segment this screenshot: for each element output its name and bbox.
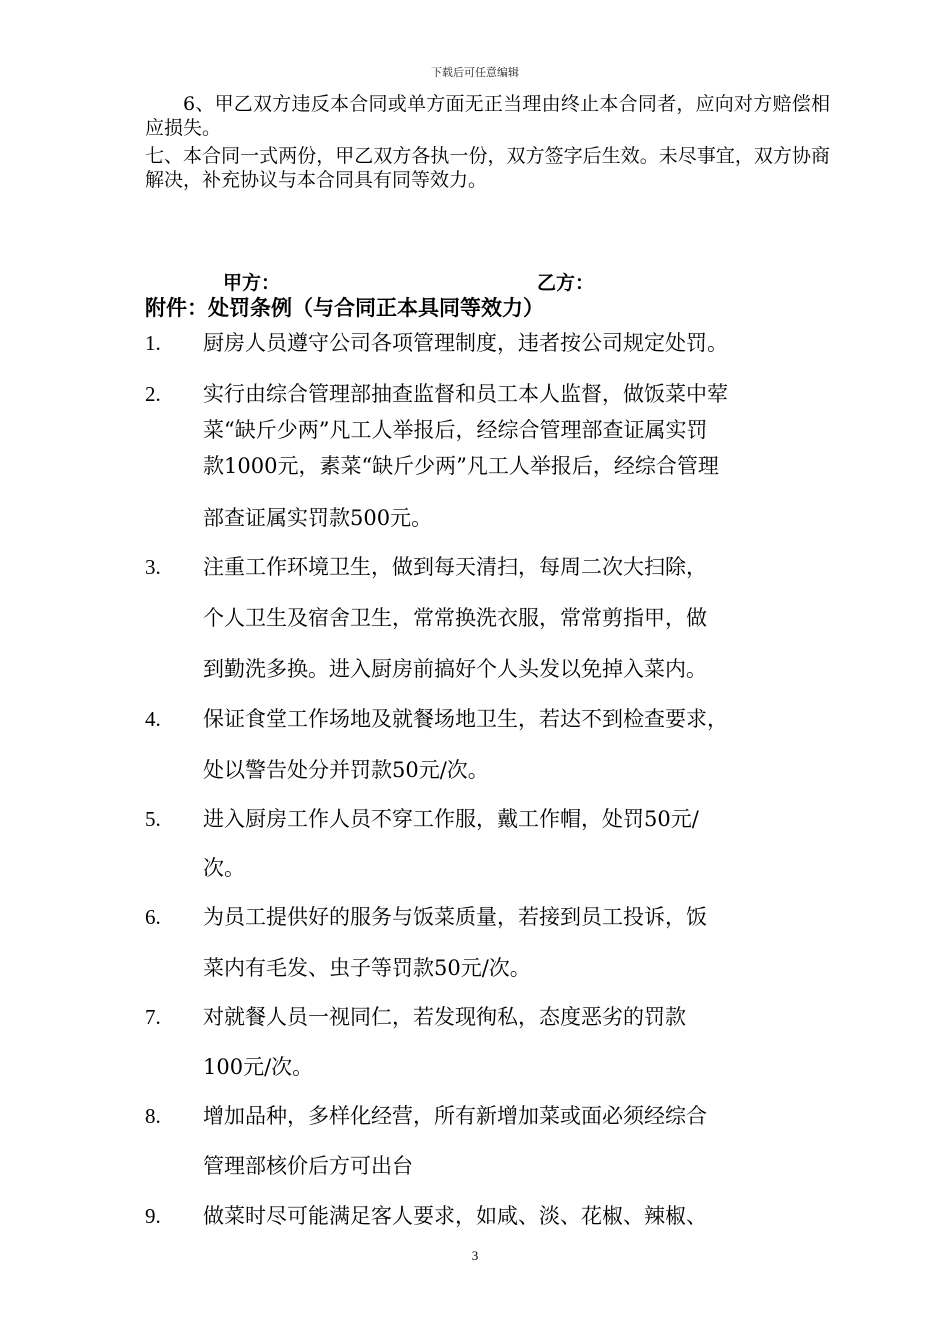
penalty-item-text: 部查证属实罚款500元。 xyxy=(203,506,433,530)
penalty-item-text: 100元/次。 xyxy=(203,1055,314,1079)
penalty-item-number: 7. xyxy=(145,1005,161,1029)
penalty-item-number: 4. xyxy=(145,707,161,731)
penalty-item-text: 菜“缺斤少两”凡工人举报后，经综合管理部查证属实罚 xyxy=(203,418,708,442)
penalty-item-text: 增加品种，多样化经营，所有新增加菜或面必须经综合 xyxy=(203,1104,707,1128)
penalty-item-text: 厨房人员遵守公司各项管理制度，违者按公司规定处罚。 xyxy=(203,331,728,355)
penalty-item-number: 3. xyxy=(145,555,161,579)
penalty-item-text: 对就餐人员一视同仁，若发现徇私，态度恶劣的罚款 xyxy=(203,1005,686,1029)
penalty-item-number: 9. xyxy=(145,1204,161,1228)
penalty-item-text: 注重工作环境卫生，做到每天清扫，每周二次大扫除， xyxy=(203,555,707,579)
penalty-item-text: 为员工提供好的服务与饭菜质量，若接到员工投诉，饭 xyxy=(203,905,707,929)
penalty-item-number: 2. xyxy=(145,382,161,406)
penalty-item-number: 6. xyxy=(145,905,161,929)
paragraph-clause-7: 七、本合同一式两份，甲乙双方各执一份，双方签字后生效。未尽事宜，双方协商解决，补充协议与本合同具有同等效力。 xyxy=(145,145,830,191)
paragraph-clause-6: 6、甲乙双方违反本合同或单方面无正当理由终止本合同者，应向对方赔偿相应损失。 xyxy=(145,93,830,139)
penalty-item-text: 实行由综合管理部抽查监督和员工本人监督，做饭菜中荤 xyxy=(203,382,728,406)
penalty-item-text: 管理部核价后方可出台 xyxy=(203,1154,413,1178)
signature-party-a: 甲方： xyxy=(223,272,281,294)
signature-party-b: 乙方： xyxy=(537,272,595,294)
penalty-item-text: 处以警告处分并罚款50元/次。 xyxy=(203,758,489,782)
penalty-item-text: 款1000元，素菜“缺斤少两”凡工人举报后，经综合管理 xyxy=(203,454,719,478)
penalty-item-text: 菜内有毛发、虫子等罚款50元/次。 xyxy=(203,956,531,980)
penalty-item-number: 8. xyxy=(145,1104,161,1128)
penalty-item-text: 保证食堂工作场地及就餐场地卫生，若达不到检查要求， xyxy=(203,707,728,731)
penalty-item-text: 个人卫生及宿舍卫生，常常换洗衣服，常常剪指甲，做 xyxy=(203,606,707,630)
penalty-item-text: 次。 xyxy=(203,856,245,880)
page-header: 下载后可任意编辑 xyxy=(431,66,519,79)
penalty-item-text: 做菜时尽可能满足客人要求，如咸、淡、花椒、辣椒、 xyxy=(203,1204,707,1228)
penalty-item-number: 1. xyxy=(145,331,161,355)
page-number: 3 xyxy=(471,1248,479,1263)
penalty-item-number: 5. xyxy=(145,807,161,831)
annex-title: 附件：处罚条例（与合同正本具同等效力） xyxy=(145,296,544,320)
penalty-item-text: 进入厨房工作人员不穿工作服，戴工作帽，处罚50元/ xyxy=(203,807,699,831)
penalty-item-text: 到勤洗多换。进入厨房前搞好个人头发以免掉入菜内。 xyxy=(203,657,707,681)
